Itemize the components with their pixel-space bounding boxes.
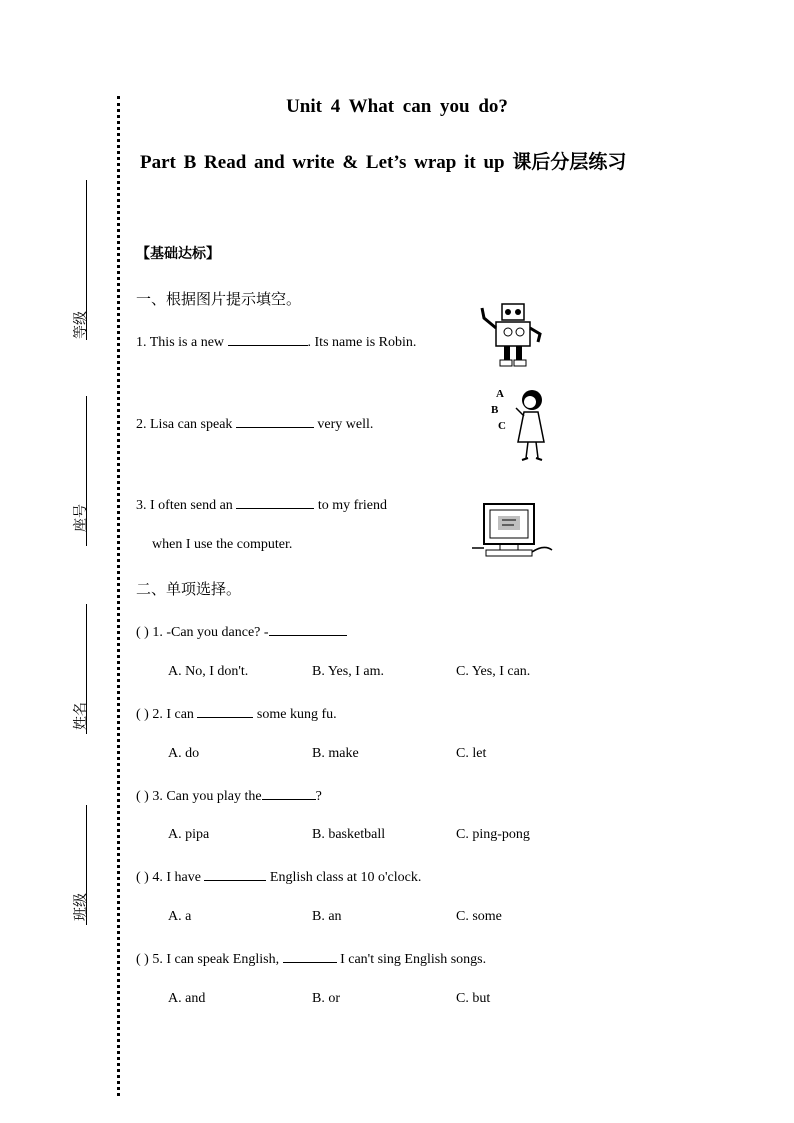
part1-question-2 (136, 415, 373, 433)
mc-question-2 (136, 705, 337, 723)
mc1-blank[interactable] (269, 623, 347, 636)
answer-paren[interactable]: ( ) (136, 789, 149, 804)
girl-image (510, 386, 550, 466)
mc2-option-c[interactable]: C. let (456, 746, 487, 761)
mc1-option-b[interactable]: B. Yes, I am. (312, 664, 384, 679)
mc2-stem-b: some kung fu. (256, 707, 337, 722)
answer-paren[interactable]: ( ) (136, 625, 149, 640)
q1-text-after: . Its name is Robin. (307, 335, 417, 350)
mc5-stem-a: 5. I can speak English, (152, 952, 280, 967)
part-title: Part B Read and write & Let’s wrap it up 课后分层练习 (140, 152, 627, 173)
mc3-blank[interactable] (262, 787, 316, 800)
mc1-option-c[interactable]: C. Yes, I can. (456, 664, 531, 679)
q3-text-before: 3. I often send an (136, 498, 233, 513)
mc2-blank[interactable] (197, 705, 253, 718)
mc5-option-b[interactable]: B. or (312, 991, 340, 1006)
mc2-stem-a: 2. I can (152, 707, 194, 722)
robot-image (478, 300, 548, 372)
q2-text-before: 2. Lisa can speak (136, 417, 233, 432)
q3-blank[interactable] (236, 496, 314, 509)
unit-title: Unit 4 What can you do? (286, 96, 508, 117)
mc4-stem-a: 4. I have (152, 870, 201, 885)
mc-question-5 (136, 950, 486, 968)
mc5-blank[interactable] (283, 950, 337, 963)
mc2-option-a[interactable]: A. do (168, 746, 200, 761)
mc5-option-a[interactable]: A. and (168, 991, 206, 1006)
computer-image (472, 500, 554, 562)
letter-b: B (491, 404, 499, 416)
mc-question-3 (136, 787, 322, 805)
answer-paren[interactable]: ( ) (136, 707, 149, 722)
mc4-stem-b: English class at 10 o'clock. (269, 870, 422, 885)
name-label: 姓名 (74, 702, 89, 730)
answer-paren[interactable]: ( ) (136, 870, 149, 885)
section-label: 【基础达标】 (136, 247, 220, 262)
mc3-stem-b: ? (315, 789, 322, 804)
mc4-option-a[interactable]: A. a (168, 909, 192, 924)
mc2-option-b[interactable]: B. make (312, 746, 359, 761)
mc5-option-c[interactable]: C. but (456, 991, 491, 1006)
q1-blank[interactable] (228, 333, 308, 346)
q3-second-line: when I use the computer. (152, 537, 293, 552)
mc1-stem: 1. -Can you dance? - (152, 625, 269, 640)
part1-question-3 (136, 496, 387, 514)
part2-heading: 二、单项选择。 (136, 582, 242, 598)
part1-heading: 一、根据图片提示填空。 (136, 292, 302, 308)
part1-question-1 (136, 333, 416, 351)
seat-label: 座号 (74, 504, 89, 532)
q1-text-before: 1. This is a new (136, 335, 225, 350)
mc3-stem-a: 3. Can you play the (152, 789, 262, 804)
mc5-stem-b: I can't sing English songs. (340, 952, 487, 967)
mc4-blank[interactable] (204, 868, 266, 881)
q2-blank[interactable] (236, 415, 314, 428)
mc-question-1 (136, 623, 347, 641)
mc3-option-c[interactable]: C. ping-pong (456, 827, 530, 842)
mc3-option-b[interactable]: B. basketball (312, 827, 386, 842)
mc3-option-a[interactable]: A. pipa (168, 827, 210, 842)
q2-text-after: very well. (317, 417, 374, 432)
letter-c: C (498, 420, 506, 432)
mc4-option-c[interactable]: C. some (456, 909, 502, 924)
binding-dotted-line (117, 96, 120, 1096)
letter-a: A (496, 388, 504, 400)
mc-question-4 (136, 868, 421, 886)
mc4-option-b[interactable]: B. an (312, 909, 342, 924)
q3-text-after: to my friend (317, 498, 388, 513)
grade-label: 等级 (74, 311, 89, 339)
answer-paren[interactable]: ( ) (136, 952, 149, 967)
mc1-option-a[interactable]: A. No, I don't. (168, 664, 249, 679)
class-label: 班级 (74, 893, 89, 921)
